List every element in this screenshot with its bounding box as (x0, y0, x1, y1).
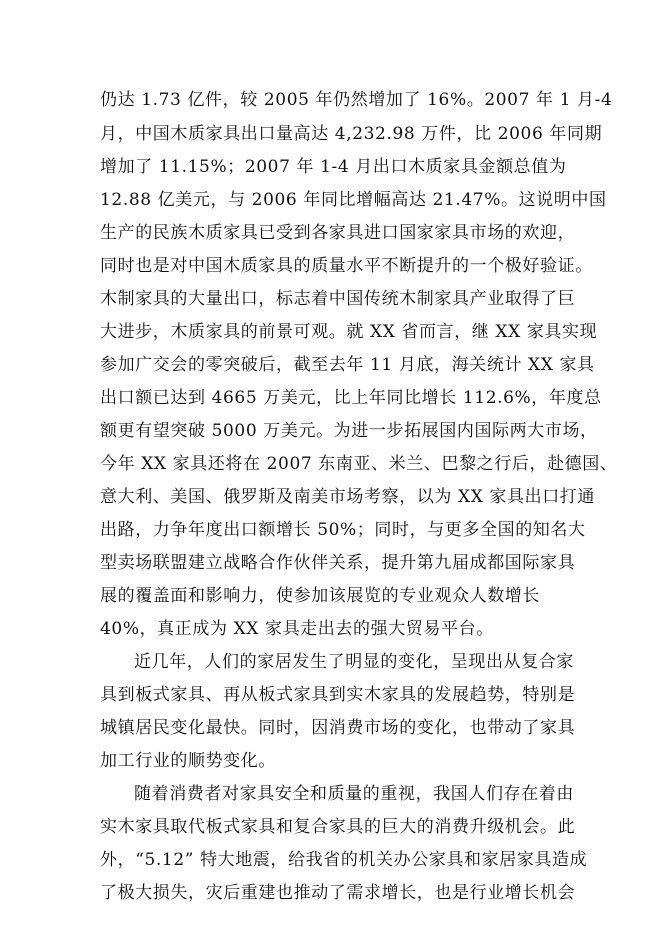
text-line: 40%，真正成为 XX 家具走出去的强大贸易平台。 (100, 619, 494, 639)
text-line: 外，“5.12” 特大地震，给我省的机关办公家具和家居家具造成 (100, 850, 588, 870)
text-line: 仍达 1.73 亿件，较 2005 年仍然增加了 16%。2007 年 1 月-4 (100, 90, 613, 110)
text-line: 出路，力争年度出口额增长 50%；同时，与更多全国的知名大 (100, 520, 586, 540)
text-line: 木制家具的大量出口，标志着中国传统木制家具产业取得了巨 (100, 289, 576, 309)
text-line: 额更有望突破 5000 万美元。为进一步拓展国内国际两大市场， (100, 421, 598, 441)
text-line: 城镇居民变化最快。同时，因消费市场的变化，也带动了家具 (100, 718, 576, 738)
text-line: 参加广交会的零突破后，截至去年 11 月底，海关统计 XX 家具 (100, 355, 595, 375)
paragraph-first-line: 近几年，人们的家居发生了明显的变化，呈现出从复合家 (134, 652, 574, 672)
text-line: 了极大损失，灾后重建也推动了需求增长，也是行业增长机会 (100, 883, 576, 903)
text-line: 型卖场联盟建立战略合作伙伴关系，提升第九届成都国际家具 (100, 553, 576, 573)
text-line: 展的覆盖面和影响力，使参加该展览的专业观众人数增长 (100, 586, 540, 606)
text-line: 意大利、美国、俄罗斯及南美市场考察，以为 XX 家具出口打通 (100, 487, 596, 507)
text-line: 大进步，木质家具的前景可观。就 XX 省而言，继 XX 家具实现 (100, 322, 598, 342)
text-line: 具到板式家具、再从板式家具到实木家具的发展趋势，特别是 (100, 685, 576, 705)
text-line: 月，中国木质家具出口量高达 4,232.98 万件，比 2006 年同期 (100, 124, 603, 144)
text-line: 同时也是对中国木质家具的质量水平不断提升的一个极好验证。 (100, 256, 593, 276)
text-line: 加工行业的顺势变化。 (100, 751, 276, 771)
text-line: 实木家具取代板式家具和复合家具的巨大的消费升级机会。此 (100, 817, 576, 837)
text-line: 出口额已达到 4665 万美元，比上年同比增长 112.6%，年度总 (100, 388, 602, 408)
text-line: 生产的民族木质家具已受到各家具进口国家家具市场的欢迎， (100, 223, 576, 243)
text-line: 12.88 亿美元，与 2006 年同比增幅高达 21.47%。这说明中国 (100, 190, 607, 210)
text-line: 今年 XX 家具还将在 2007 东南亚、米兰、巴黎之行后，赴德国、 (100, 454, 618, 474)
text-line: 增加了 11.15%；2007 年 1-4 月出口木质家具金额总值为 (100, 157, 567, 177)
paragraph-first-line: 随着消费者对家具安全和质量的重视，我国人们存在着由 (134, 784, 574, 804)
